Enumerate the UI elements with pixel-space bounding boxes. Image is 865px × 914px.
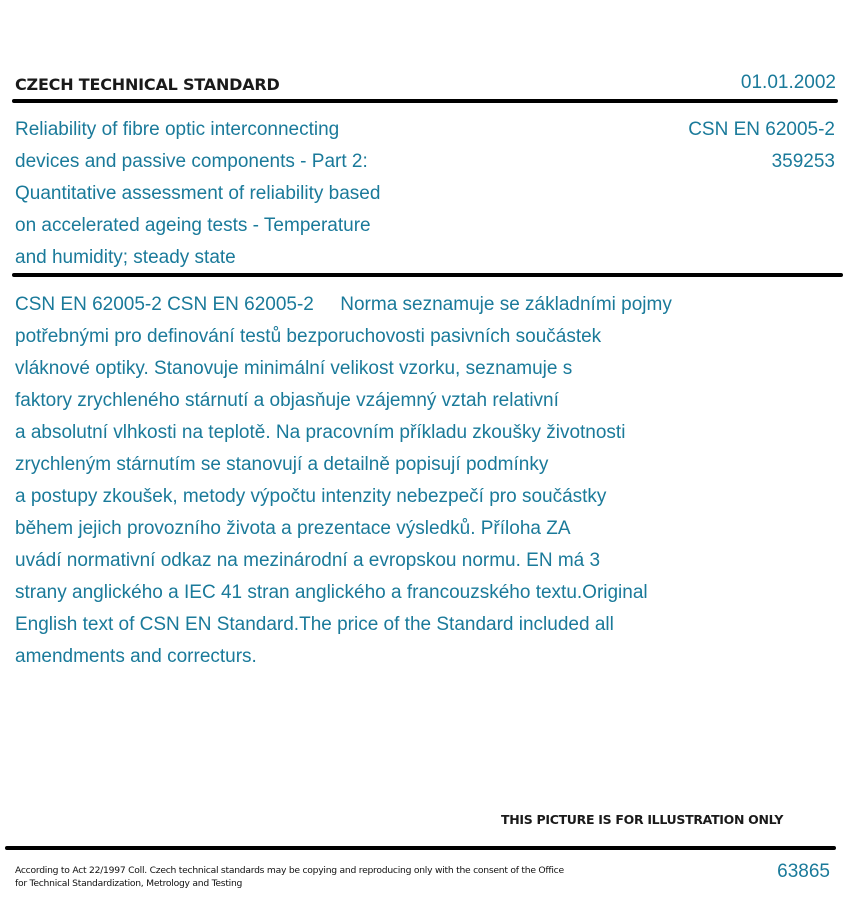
description-line: a absolutní vlhkosti na teplotě. Na pracovním příkladu zkoušky životnosti bbox=[15, 422, 626, 443]
footer-number: 63865 bbox=[777, 861, 830, 882]
catalog-number: 359253 bbox=[771, 151, 835, 172]
description-line: faktory zrychleného stárnutí a objasňuje vzájemný vztah relativní bbox=[15, 390, 559, 411]
description-line: strany anglického a IEC 41 stran anglického a francouzského textu.Original bbox=[15, 582, 648, 603]
legal-notice bbox=[15, 864, 585, 890]
header-divider bbox=[12, 99, 838, 103]
standard-description bbox=[15, 289, 775, 673]
description-line: a postupy zkoušek, metody výpočtu intenzity nebezpečí pro součástky bbox=[15, 486, 607, 507]
legal-notice-line: for Technical Standardization, Metrology and Testing bbox=[15, 878, 243, 889]
standard-identifiers bbox=[688, 114, 835, 178]
description-line: během jejich provozního života a prezentace výsledků. Příloha ZA bbox=[15, 518, 571, 539]
footer-divider bbox=[5, 846, 836, 850]
description-line: uvádí normativní odkaz na mezinárodní a evropskou normu. EN má 3 bbox=[15, 550, 601, 571]
illustration-disclaimer: THIS PICTURE IS FOR ILLUSTRATION ONLY bbox=[501, 812, 784, 827]
description-line: vláknové optiky. Stanovuje minimální velikost vzorku, seznamuje s bbox=[15, 358, 573, 379]
document-type-heading: CZECH TECHNICAL STANDARD bbox=[15, 75, 280, 94]
standard-title-line: Reliability of fibre optic interconnecting bbox=[15, 119, 340, 140]
description-line: English text of CSN EN Standard.The price of the Standard included all bbox=[15, 614, 614, 635]
standard-title-line: and humidity; steady state bbox=[15, 247, 236, 268]
standard-title-line: devices and passive components - Part 2: bbox=[15, 151, 368, 172]
title-divider bbox=[12, 273, 843, 277]
description-line: potřebnými pro definování testů bezporuchovosti pasivních součástek bbox=[15, 326, 602, 347]
legal-notice-line: According to Act 22/1997 Coll. Czech technical standards may be copying and reproducing only with the consent of the Office bbox=[15, 865, 564, 876]
description-line: zrychleným stárnutím se stanovují a detailně popisují podmínky bbox=[15, 454, 549, 475]
standard-title bbox=[15, 114, 455, 274]
description-line: amendments and correcturs. bbox=[15, 646, 257, 667]
standard-title-line: Quantitative assessment of reliability based bbox=[15, 183, 381, 204]
standard-title-line: on accelerated ageing tests - Temperature bbox=[15, 215, 371, 236]
description-line: CSN EN 62005-2 CSN EN 62005-2 Norma seznamuje se základními pojmy bbox=[15, 294, 672, 315]
standard-code: CSN EN 62005-2 bbox=[688, 119, 835, 140]
publication-date: 01.01.2002 bbox=[740, 72, 836, 93]
